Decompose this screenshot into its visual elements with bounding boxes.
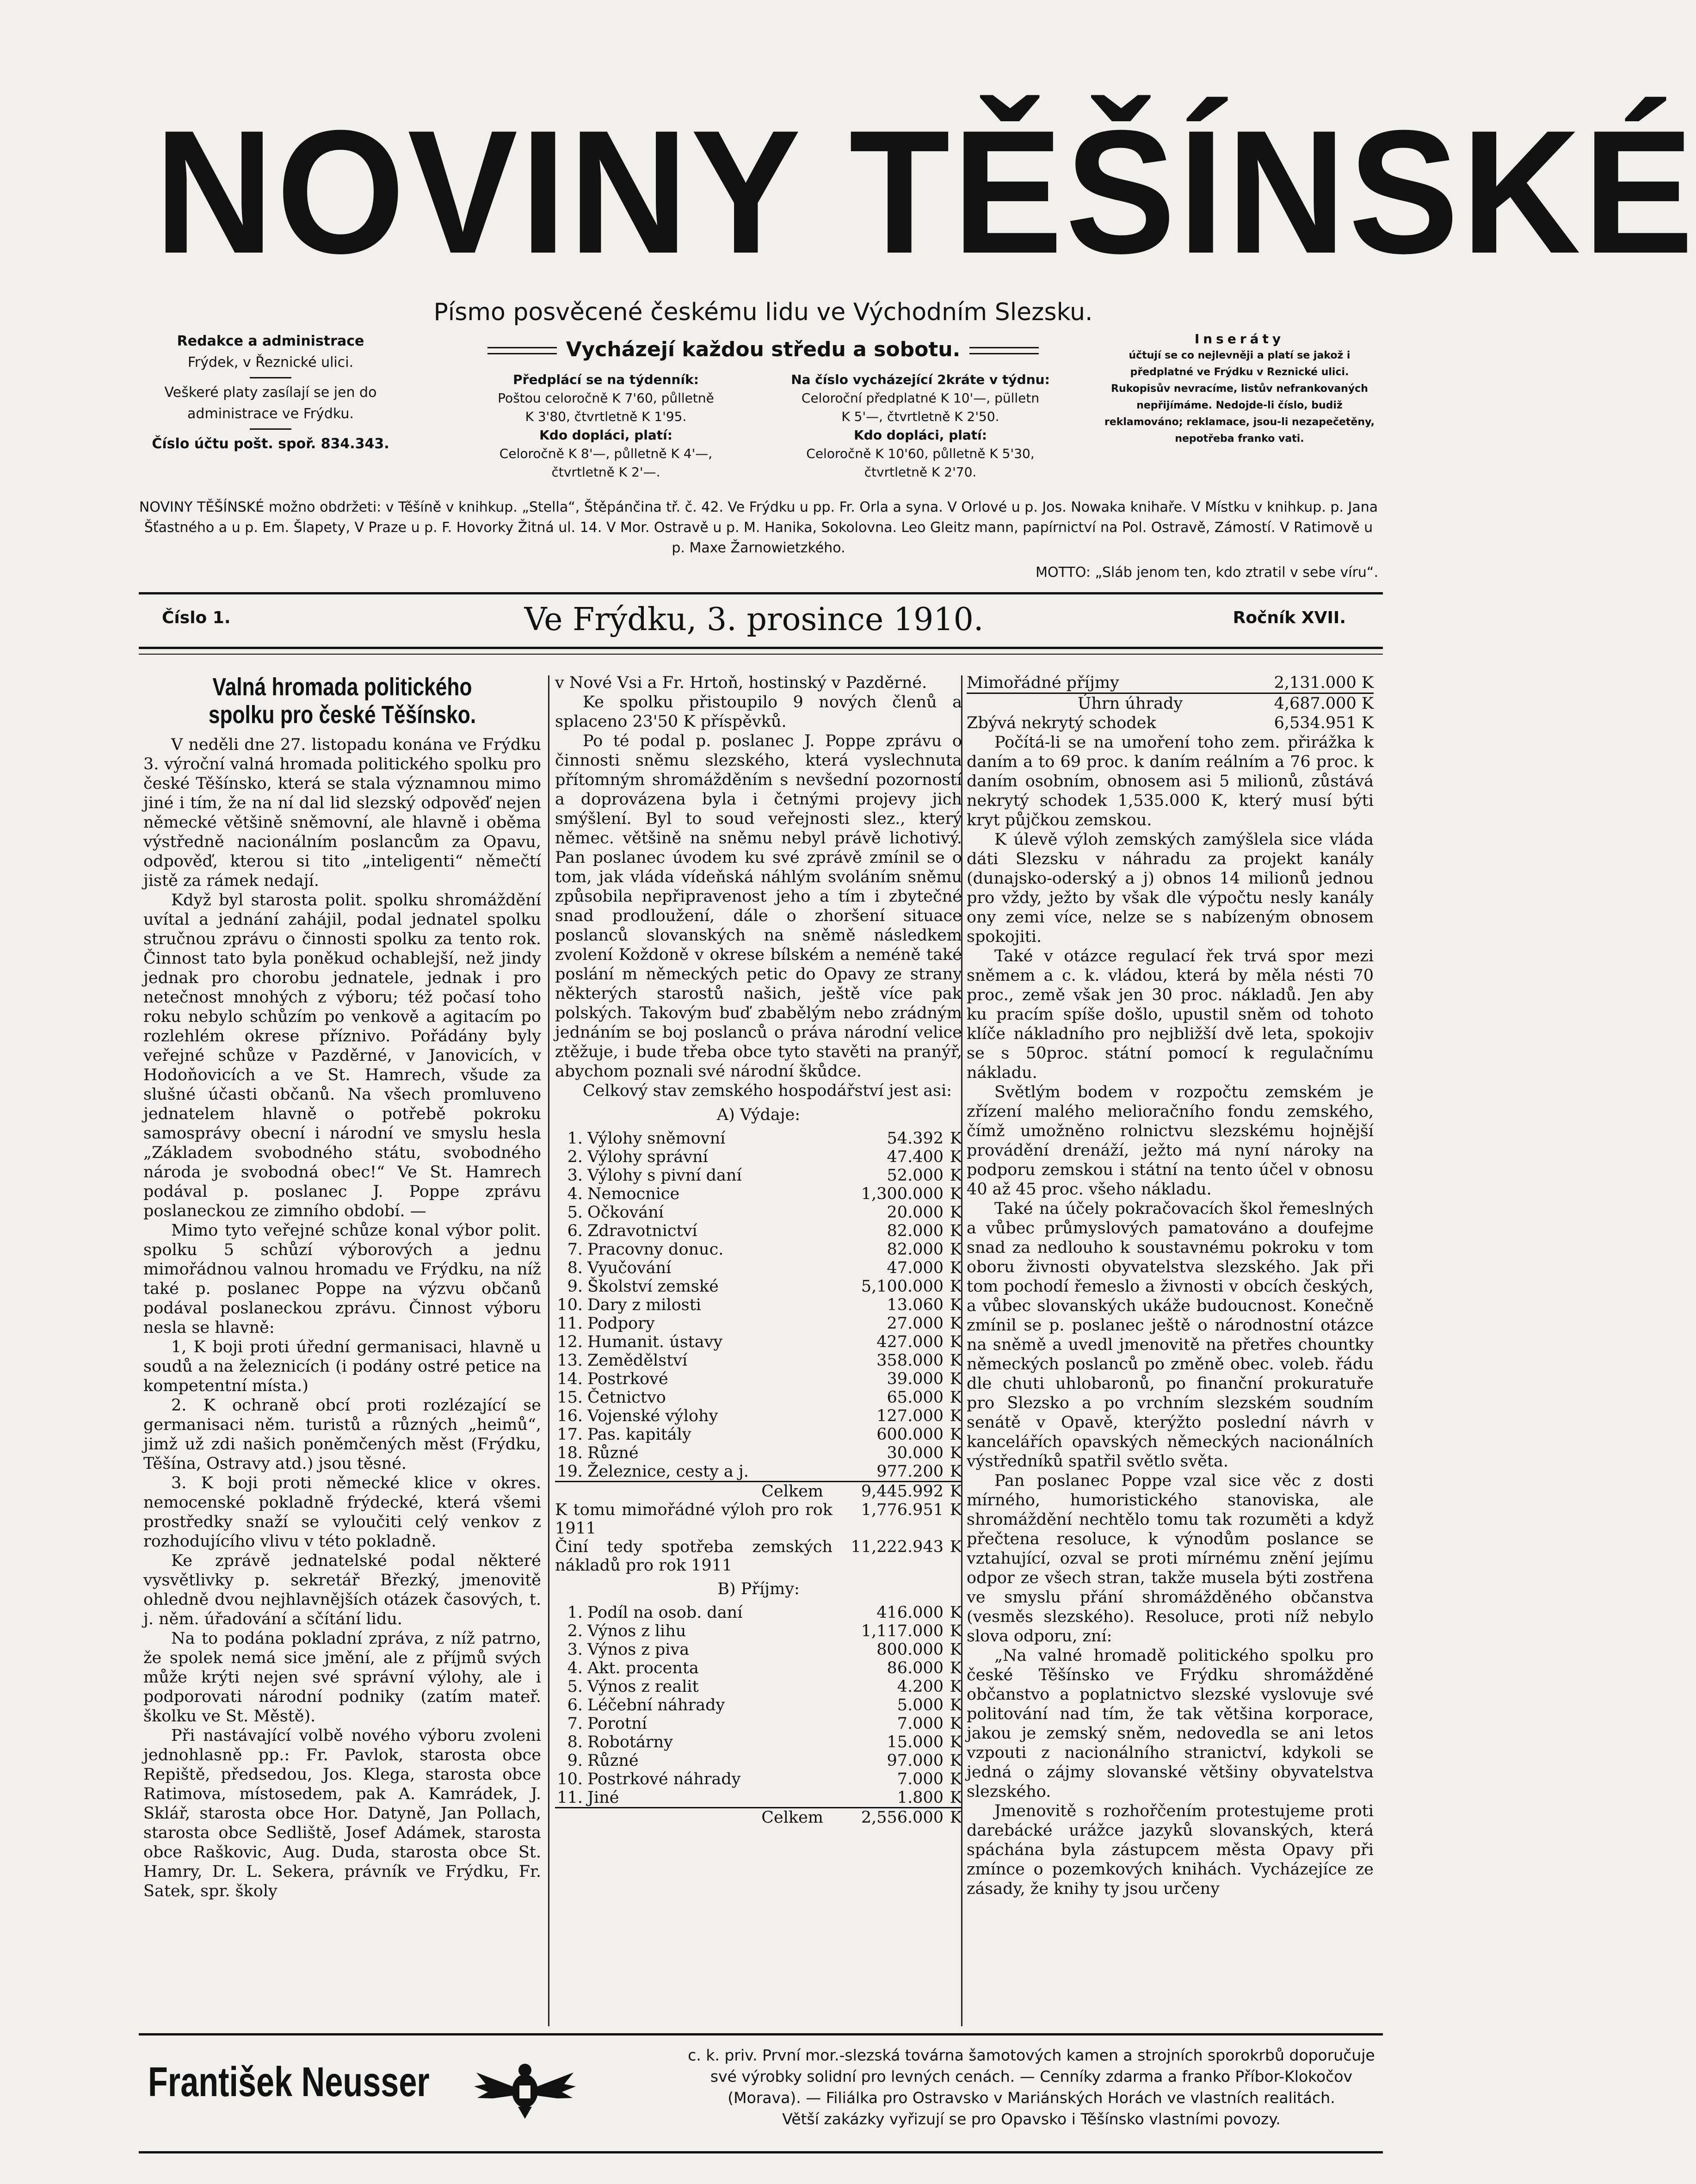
- row-label: Postrkové: [587, 1370, 668, 1388]
- row-label: Léčební náhrady: [587, 1696, 725, 1714]
- row-number: 4.: [567, 1185, 583, 1203]
- row-label: Výlohy sněmovní: [587, 1129, 726, 1148]
- paragraph: Jmenovitě s rozhořčením protestujeme proti darebácké urážce jazyků slovanských, která spáchána byla zástupcem města Opavy při zmínce o pozemkových knihách. Vycházejíce ze zásady, že knihy ty jsou určeny: [967, 1802, 1374, 1898]
- row-unit: K: [950, 1333, 962, 1351]
- row-unit: K: [950, 1370, 962, 1388]
- row-number: 6.: [567, 1222, 583, 1240]
- expense-row: [555, 1185, 962, 1203]
- row-label: Akt. procenta: [587, 1659, 699, 1677]
- row-unit: K: [950, 1240, 962, 1259]
- twice-line: Celoročně K 10'60, půlletně K 5'30,: [806, 446, 1035, 461]
- expense-row: [555, 1240, 962, 1259]
- row-label: Různé: [587, 1751, 639, 1770]
- divider: [139, 2151, 1383, 2153]
- twice-weekly-prices: [777, 371, 1064, 482]
- expense-row: [555, 1388, 962, 1407]
- paragraph: K úlevě výloh zemských zamýšlela sice vláda dáti Slezsku v náhradu za projekt kanály (dunajsko-oderský a j) obnos 14 milionů jednou pro vždy, ježto by však dle výpočtu nesly kanály ony zemi více, nelze se s nabízeným obnosem spokojiti.: [967, 830, 1374, 946]
- paragraph: „Na valné hromadě politického spolku pro české Těšínsko ve Frýdku shromážděné občanstvo a poplatnictvo slezské vyslovuje své politování nad tím, že tak většina korporace, jakou je zemský sněm, nedovedla se ani letos vzpouti z nacionálního stranictví, kdykoli se jedná o zájmy slovanské většiny obyvatelstva slezského.: [967, 1646, 1374, 1801]
- row-unit: K: [950, 1203, 962, 1222]
- row-number: 9.: [567, 1277, 583, 1296]
- row-label: Školství zemské: [587, 1277, 719, 1296]
- row-number: 13.: [557, 1351, 583, 1370]
- row-number: 8.: [567, 1733, 583, 1751]
- ad-line: Větší zakázky vyřizují se pro Opavsko i Těšínsko vlastními povozy.: [782, 2110, 1281, 2128]
- row-label: Zdravotnictví: [587, 1222, 697, 1240]
- row-value: 5,100.000: [861, 1277, 944, 1296]
- expense-row: [555, 1370, 962, 1388]
- row-value: 39.000: [887, 1370, 944, 1388]
- row-number: 17.: [557, 1425, 583, 1444]
- row-value: 4.200: [897, 1677, 944, 1696]
- paragraph: 2. K ochraně obcí proti rozlézající se germanisaci něm. turistů a různých „heimů“, jimž už zdi našich poněmčených měst (Frýdku, Těšína, Ostravy atd.) jsou těsné.: [143, 1396, 541, 1473]
- income-row: [555, 1733, 962, 1751]
- row-value: 65.000: [887, 1388, 944, 1407]
- income-row: [555, 1677, 962, 1696]
- row-number: 2.: [567, 1622, 583, 1640]
- income-row: [555, 1622, 962, 1640]
- summary-row: [967, 673, 1374, 693]
- divider: [139, 647, 1383, 655]
- row-number: 7.: [567, 1240, 583, 1259]
- row-unit: K: [950, 1444, 962, 1462]
- expense-row: [555, 1277, 962, 1296]
- row-unit: K: [950, 1259, 962, 1277]
- row-value: 127.000: [876, 1407, 944, 1425]
- twice-subheading: Kdo dopláci, platí:: [854, 427, 987, 443]
- article-title: Valná hromada politického spolku pro české Těšínsko.: [208, 673, 476, 729]
- income-row: [555, 1788, 962, 1808]
- extra-value: 11,222.943: [851, 1538, 944, 1556]
- row-number: 10.: [557, 1296, 583, 1314]
- expense-row: [555, 1222, 962, 1240]
- row-value: 86.000: [887, 1659, 944, 1677]
- paragraph: 3. K boji proti německé klice v okres. nemocenské pokladně frýdecké, která všemi prostředky snaží se vyloučiti celý venkov z rozhodujícího vlivu v této pokladně.: [143, 1474, 541, 1551]
- issue-date: Ve Frýdku, 3. prosince 1910.: [524, 601, 984, 638]
- row-unit: K: [950, 1388, 962, 1407]
- summary-row: [967, 693, 1374, 713]
- paragraph: Celkový stav zemského hospodářství jest asi:: [583, 1082, 952, 1100]
- row-number: 18.: [557, 1444, 583, 1462]
- issue-bar: [162, 601, 1346, 643]
- twice-line: čtvrtletně K 2'70.: [864, 464, 977, 480]
- ad-line: své výrobky solidní pro levných cenách. — Cenníky zdarma a franko Příbor-Klokočov: [710, 2067, 1353, 2085]
- paragraph: Počítá-li se na umoření toho zem. přirážka k daním a to 69 proc. k daním reálním a 76 proc. k daním osobním, obnosem asi 5 milionů, zůstává nekrytý schodek 1,535.000 K, který musí býti kryt půjčkou zemskou.: [967, 733, 1374, 829]
- payment-note: Veškeré platy zasílají se jen do administrace ve Frýdku.: [164, 384, 377, 422]
- row-unit: K: [950, 1351, 962, 1370]
- income-row: [555, 1751, 962, 1770]
- column-rule: [548, 675, 549, 2026]
- weekly-line: Celoročně K 8'—, půlletně K 4'—,: [499, 446, 713, 461]
- distribution-points: NOVINY TĚŠÍNSKÉ možno obdržeti: v Těšíně v knihkup. „Stella“, Štěpánčina tř. č. 42. Ve Frýdku u pp. Fr. Orla a syna. V Orlové u p. Jos. Nowaka knihaře. V Místku v knihkup. p. Jana Šťastného a u p. Em. Šlapety, V Praze u p. F. Hovorky Žitná ul. 14. V Mor. Ostravě u p. M. Hanika, Sokolovna. Leo Gleitz mann, papírnictví na Pol. Ostravě, Zámostí. V Ratimově u p. Maxe Žarnowietzkého.: [139, 499, 1378, 556]
- row-value: 1,117.000: [861, 1622, 944, 1640]
- row-unit: K: [950, 1622, 962, 1640]
- row-label: Zemědělství: [587, 1351, 688, 1370]
- article-column-3: [967, 673, 1374, 1899]
- advertiser-name: František Neusser: [148, 2059, 430, 2105]
- row-number: 15.: [557, 1388, 583, 1407]
- extra-value: 1,776.951: [861, 1501, 944, 1519]
- ad-line: (Morava). — Filiálka pro Ostravsko v Mariánských Horách ve vlastních realitách.: [728, 2089, 1335, 2107]
- row-value: 97.000: [887, 1751, 944, 1770]
- paragraph: Také v otázce regulací řek trvá spor mezi sněmem a c. k. vládou, která by měla nésti 70 proc., země však jen 30 proc. nákladů. Jen aby ku pracím spíše došlo, upustil sněm od tohoto klíče nákladního pro nejbližší dvě leta, spokojiv se s 50proc. státní pomocí k regulačnímu nákladu.: [967, 947, 1374, 1082]
- twice-line: K 5'—, čtvrtletně K 2'50.: [841, 409, 999, 424]
- row-number: 3.: [567, 1166, 583, 1185]
- row-number: 12.: [557, 1333, 583, 1351]
- row-number: 8.: [567, 1259, 583, 1277]
- currency: K: [950, 1538, 962, 1556]
- income-total-row: [555, 1808, 962, 1827]
- row-label: Vojenské výlohy: [587, 1407, 718, 1425]
- row-value: 7.000: [897, 1714, 944, 1733]
- editorial-address: Frýdek, v Řeznické ulici.: [187, 354, 354, 371]
- summary-row: [967, 713, 1374, 733]
- row-label: Jiné: [587, 1788, 619, 1807]
- weekly-subheading: Kdo dopláci, platí:: [539, 427, 672, 443]
- row-value: 1.800: [897, 1788, 944, 1807]
- paragraph: Když byl starosta polit. spolku shromáždění uvítal a jednání zahájil, podal jednatel spolku stručnou zprávu o činnosti spolku za tento rok. Činnost tato byla poněkud ochablejší, než jindy jednak pro chorobu jednatele, jednak i pro netečnost mnohých z výboru; též počasí toho roku nebylo schůzím po venkově a agitacím po rozlehlém okrese příznivo. Pořádány byly veřejné schůze v Pazděrné, v Janovicích, v Hodoňovicích a ve St. Hamrech, všude za slušné účasti občanů. Na všech promluveno jednatelem hlavně o potřebě pokroku samosprávy obecní i národní ve smyslu hesla „Základem svobodného státu, svobodného národa je svobodná obec!“ Ve St. Hamrech podával p. poslanec J. Poppe zprávu poslaneckou ze zimního období. —: [143, 891, 541, 1220]
- twice-line: Celoroční předplatné K 10'—, pülletn: [801, 390, 1040, 406]
- row-unit: K: [950, 1640, 962, 1659]
- paragraph: v Nové Vsi a Fr. Hrtoň, hostinský v Pazděrné.: [555, 674, 927, 692]
- row-label: Výnos z realit: [587, 1677, 699, 1696]
- row-number: 2.: [567, 1148, 583, 1166]
- paragraph: Po té podal p. poslanec J. Poppe zprávu o činnosti sněmu slezského, která vyslechnuta přítomným shromážděním s nevšední pozorností a doprovázena byla i četnými projevy jich smýšlení. Byl to soud veřejnosti slez., který němec. většině na sněmu nebyl právě lichotivý. Pan poslanec úvodem ku své zprávě zmínil se o tom, jak vláda vídeňská náhlým svoláním sněmu způsobila nepřipravenost jeho a tím i zbytečné snad prodloužení, dále o zhoršení situace poslanců slovanských na sněmě následkem zvolení Koždoně v okrese bílském a neméně také poslání m německých petic do Opavy ze strany některých starostů našich, ještě více pak polských. Takovým buď zbabělým nebo zrádným jednáním se boj poslanců o práva národní velice ztěžuje, i bude třeba obce tyto stavěti na pranýř, abychom poznali své národní škůdce.: [555, 732, 962, 1081]
- expense-row: [555, 1351, 962, 1370]
- total-value: 9,445.992: [833, 1482, 944, 1501]
- twice-heading: Na číslo vycházející 2kráte v týdnu:: [791, 372, 1050, 387]
- row-value: 358.000: [876, 1351, 944, 1370]
- expense-row: [555, 1425, 962, 1444]
- income-table: [555, 1603, 962, 1827]
- row-unit: K: [950, 1425, 962, 1444]
- eagle-emblem-icon: [472, 2059, 578, 2123]
- row-label: Nemocnice: [587, 1185, 680, 1203]
- row-unit: K: [950, 1148, 962, 1166]
- row-unit: K: [950, 1751, 962, 1770]
- row-value: 54.392: [887, 1129, 944, 1148]
- account-number: Číslo účtu pošt. spoř. 834.343.: [152, 436, 389, 452]
- summary-label: Úhrn úhrady: [1078, 694, 1183, 713]
- row-value: 47.000: [887, 1259, 944, 1277]
- ad-line: c. k. priv. První mor.-slezská továrna šamotových kamen a strojních sporokrbů doporučuje: [688, 2046, 1375, 2064]
- row-label: Očkování: [587, 1203, 664, 1222]
- expenses-total-row: [555, 1482, 962, 1501]
- row-value: 30.000: [887, 1444, 944, 1462]
- row-label: Železnice, cesty a j.: [587, 1462, 749, 1481]
- row-label: Porotní: [587, 1714, 647, 1733]
- expense-row: [555, 1148, 962, 1166]
- advertisement-text: [592, 2045, 1471, 2130]
- row-label: Robotárny: [587, 1733, 673, 1751]
- paragraph: Také na účely pokračovacích škol řemeslných a vůbec průmyslových pamatováno a doufejme snad za nedlouho k soustavnému pokroku v tom oboru živnosti obyvatelstva slezského. Jak při tom pochodí řemeslo a živnosti v obcích českých, a vůbec slovanských ukáže budoucnost. Konečně zmínil se p. poslanec ještě o národnostní otázce na sněmě a uvedl jmenovitě na přetřes chountky německých poslanců po změně obec. voleb. řádu dle chuti uhlobaronů, po finanční prokuratuře pro Slezsko a po vrchním slezském soudním senátě v Opavě, kterýžto poslední návrh v kancelářích opavských německých nacionálních výstředníků spatřil světlo světa.: [967, 1200, 1374, 1471]
- row-value: 27.000: [887, 1314, 944, 1333]
- row-number: 5.: [567, 1203, 583, 1222]
- extra-label: Činí tedy spotřeba zemských nákladů pro rok 1911: [555, 1538, 833, 1575]
- row-label: Pracovny donuc.: [587, 1240, 724, 1259]
- row-value: 82.000: [887, 1240, 944, 1259]
- row-number: 10.: [557, 1770, 583, 1788]
- expense-row: [555, 1462, 962, 1482]
- editorial-office: Redakce a administrace: [177, 333, 364, 349]
- row-unit: K: [950, 1696, 962, 1714]
- row-unit: K: [950, 1407, 962, 1425]
- expenses-table: [555, 1129, 962, 1575]
- row-value: 800.000: [876, 1640, 944, 1659]
- row-label: Různé: [587, 1444, 639, 1462]
- row-value: 52.000: [887, 1166, 944, 1185]
- row-value: 13.060: [887, 1296, 944, 1314]
- divider: [139, 592, 1383, 594]
- weekly-line: K 3'80, čtvrtletně K 1'95.: [525, 409, 687, 424]
- expense-row: [555, 1407, 962, 1425]
- row-value: 20.000: [887, 1203, 944, 1222]
- expense-row: [555, 1444, 962, 1462]
- advertising-terms: účtují se co nejlevněji a platí se jakož i předplatné ve Frýdku v Reznické ulici.: [1129, 350, 1351, 378]
- row-unit: K: [950, 1185, 962, 1203]
- row-label: Pas. kapitály: [587, 1425, 691, 1444]
- summary-value: 2,131.000 K: [1274, 674, 1374, 692]
- row-value: 1,300.000: [861, 1185, 944, 1203]
- advertising-info: [1101, 331, 1378, 447]
- divider: [250, 377, 291, 378]
- total-label: Celkem: [587, 1808, 833, 1827]
- income-row: [555, 1696, 962, 1714]
- expense-row: [555, 1129, 962, 1148]
- row-unit: K: [950, 1222, 962, 1240]
- paragraph: Světlým bodem v rozpočtu zemském je zřízení malého melioračního fondu zemského, čímž umožněno rolnictvu slezskému hojnější provádění drenáží, ježto má nyní nároky na podporu zemskou i státní na tento účel v obnosu 40 až 45 proc. všeho nákladu.: [967, 1083, 1374, 1199]
- summary-value: 4,687.000 K: [1274, 694, 1374, 713]
- row-unit: K: [950, 1770, 962, 1788]
- subscription-info: [463, 338, 1064, 482]
- article-column-2: [555, 673, 962, 1827]
- income-heading: B) Příjmy:: [717, 1580, 800, 1598]
- income-row: [555, 1640, 962, 1659]
- editorial-info: [134, 331, 407, 455]
- row-number: 9.: [567, 1751, 583, 1770]
- row-unit: K: [950, 1129, 962, 1148]
- advertising-title: Inseráty: [1194, 331, 1285, 346]
- expense-row: [555, 1259, 962, 1277]
- row-number: 11.: [557, 1314, 583, 1333]
- masthead-title: NOVINY TĚŠÍNSKÉ: [154, 93, 1696, 290]
- summary-value: 6,534.951 K: [1274, 714, 1374, 732]
- paragraph: V neděli dne 27. listopadu konána ve Frýdku 3. výroční valná hromada politického spolku pro české Těšínsko, která se stala významnou mimo jiné i tím, že na ní dal lid slezský odpověď nejen německé většině sněmovní, ale hlavně i oběma výstředně nacionálním poslancům za Opavu, odpověď, kterou si tito „inteligenti“ němečtí jistě za rámek nedají.: [143, 736, 541, 890]
- row-value: 47.400: [887, 1148, 944, 1166]
- row-label: Vyučování: [587, 1259, 672, 1277]
- expense-row: [555, 1203, 962, 1222]
- row-number: 5.: [567, 1677, 583, 1696]
- publication-schedule: Vycházejí každou středu a sobotu.: [463, 338, 1064, 361]
- paragraph: 1, K boji proti úřední germanisaci, hlavně u soudů a na železnicích (i podány ostré petice na kompetentní místa.): [143, 1338, 541, 1395]
- row-label: Výlohy s pivní daní: [587, 1166, 742, 1185]
- currency: K: [944, 1808, 962, 1827]
- row-unit: K: [950, 1788, 962, 1807]
- issue-number: Číslo 1.: [162, 608, 231, 627]
- paragraph: Při nastávající volbě nového výboru zvoleni jednohlasně pp.: Fr. Pavlok, starosta obce Repiště, předsedou, Jos. Klega, starosta obce Ratimova, místosedem, pak A. Kamrádek, J. Sklář, starosta obce Hor. Datyně, Jan Pollach, starosta obce Sedliště, Josef Adámek, starosta obce Raškovic, Aug. Duda, starosta obce St. Hamry, Dr. L. Sekera, právník ve Frýdku, Fr. Satek, spr. školy: [143, 1726, 541, 1900]
- row-unit: K: [950, 1166, 962, 1185]
- paragraph: Ke zprávě jednatelské podal některé vysvětlivky p. sekretář Březký, jmenovitě ohledně dvou nejhlavnějších otázek časových, t. j. něm. úřadování a sčítání lidu.: [143, 1552, 541, 1628]
- income-row: [555, 1714, 962, 1733]
- row-unit: K: [950, 1659, 962, 1677]
- paragraph: Mimo tyto veřejné schůze konal výbor polit. spolku 5 schůzí výborových a jednu mimořádnou valnou hromadu ve Frýdku, na níž také p. poslanec Poppe na výzvu občanů podával poslaneckou zprávu. Činnost výboru nesla se hlavně:: [143, 1221, 541, 1337]
- masthead-subtitle: Písmo posvěcené českému lidu ve Východním Slezsku.: [433, 298, 1093, 326]
- row-number: 6.: [567, 1696, 583, 1714]
- extra-row: [555, 1538, 962, 1575]
- advertisement: [139, 2040, 1383, 2147]
- income-row: [555, 1659, 962, 1677]
- row-number: 16.: [557, 1407, 583, 1425]
- summary-label: Zbývá nekrytý schodek: [967, 714, 1156, 732]
- row-number: 1.: [567, 1129, 583, 1148]
- row-value: 5.000: [897, 1696, 944, 1714]
- row-value: 427.000: [876, 1333, 944, 1351]
- row-number: 3.: [567, 1640, 583, 1659]
- expense-row: [555, 1166, 962, 1185]
- extra-row: [555, 1501, 962, 1538]
- income-row: [555, 1603, 962, 1622]
- manuscript-terms: Rukopisův nevracíme, listův nefrankovaných nepřijímáme. Nedojde-li číslo, budiž reklamováno; reklamace, jsou-li nezapečetěny, nepotřeba franko vati.: [1104, 383, 1375, 445]
- paragraph: Ke spolku přistoupilo 9 nových členů a splaceno 23'50 K příspěvků.: [555, 693, 962, 731]
- weekly-line: Poštou celoročně K 7'60, půlletně: [498, 390, 714, 406]
- row-unit: K: [950, 1296, 962, 1314]
- row-label: Výnos z piva: [587, 1640, 690, 1659]
- extra-label: K tomu mimořádné výloh pro rok 1911: [555, 1501, 833, 1538]
- expense-row: [555, 1314, 962, 1333]
- row-unit: K: [950, 1277, 962, 1296]
- total-value: 2,556.000: [833, 1808, 944, 1827]
- row-label: Výlohy správní: [587, 1148, 708, 1166]
- row-value: 977.200: [876, 1462, 944, 1481]
- motto: MOTTO: „Sláb jenom ten, kdo ztratil v sebe víru“.: [1036, 564, 1378, 581]
- row-label: Humanit. ústavy: [587, 1333, 723, 1351]
- expense-row: [555, 1333, 962, 1351]
- row-value: 416.000: [876, 1603, 944, 1622]
- row-value: 7.000: [897, 1770, 944, 1788]
- row-unit: K: [950, 1733, 962, 1751]
- row-value: 600.000: [876, 1425, 944, 1444]
- summary-label: Mimořádné příjmy: [967, 674, 1119, 692]
- row-number: 11.: [557, 1788, 583, 1807]
- divider: [139, 2033, 1383, 2036]
- currency: K: [950, 1501, 962, 1519]
- income-row: [555, 1770, 962, 1788]
- weekly-prices: [463, 371, 749, 482]
- row-unit: K: [950, 1314, 962, 1333]
- row-unit: K: [950, 1462, 962, 1481]
- paragraph: Na to podána pokladní zpráva, z níž patrno, že spolek nemá sice jmění, ale z příjmů svých může krýti nejen své správní výlohy, ale i podporovati národní podniky (zatím mateř. školku ve St. Městě).: [143, 1629, 541, 1726]
- row-number: 14.: [557, 1370, 583, 1388]
- article-column-1: [143, 673, 541, 1901]
- total-label: Celkem: [587, 1482, 833, 1501]
- expenses-heading: A) Výdaje:: [716, 1106, 801, 1124]
- issue-volume: Ročník XVII.: [1233, 608, 1346, 627]
- divider: [250, 428, 291, 430]
- row-unit: K: [950, 1714, 962, 1733]
- row-label: Dary z milosti: [587, 1296, 701, 1314]
- row-number: 1.: [567, 1603, 583, 1622]
- row-label: Výnos z lihu: [587, 1622, 686, 1640]
- row-unit: K: [950, 1677, 962, 1696]
- row-label: Podpory: [587, 1314, 655, 1333]
- row-value: 15.000: [887, 1733, 944, 1751]
- row-unit: K: [950, 1603, 962, 1622]
- row-label: Postrkové náhrady: [587, 1770, 741, 1788]
- row-number: 19.: [557, 1462, 583, 1481]
- row-number: 4.: [567, 1659, 583, 1677]
- paragraph: Pan poslanec Poppe vzal sice věc z dosti mírného, humoristického stanoviska, ale shromáždění nechtělo tomu tak rozuměti a když přečtena resoluce, k výnodům poslance se vztahující, ozval se proti mírnému znění jejímu odpor ze všech stran, takže musela býti zostřena ve smyslu přání shromážděného občanstva (vesměs slezského). Resoluce, proti níž nebylo slova odporu, zní:: [967, 1472, 1374, 1646]
- expense-row: [555, 1296, 962, 1314]
- weekly-line: čtvrtletně K 2'—.: [551, 464, 660, 480]
- weekly-heading: Předplácí se na týdenník:: [513, 372, 699, 387]
- row-label: Podíl na osob. daní: [587, 1603, 743, 1622]
- currency: K: [944, 1482, 962, 1501]
- row-value: 82.000: [887, 1222, 944, 1240]
- row-label: Četnictvo: [587, 1388, 666, 1407]
- row-number: 7.: [567, 1714, 583, 1733]
